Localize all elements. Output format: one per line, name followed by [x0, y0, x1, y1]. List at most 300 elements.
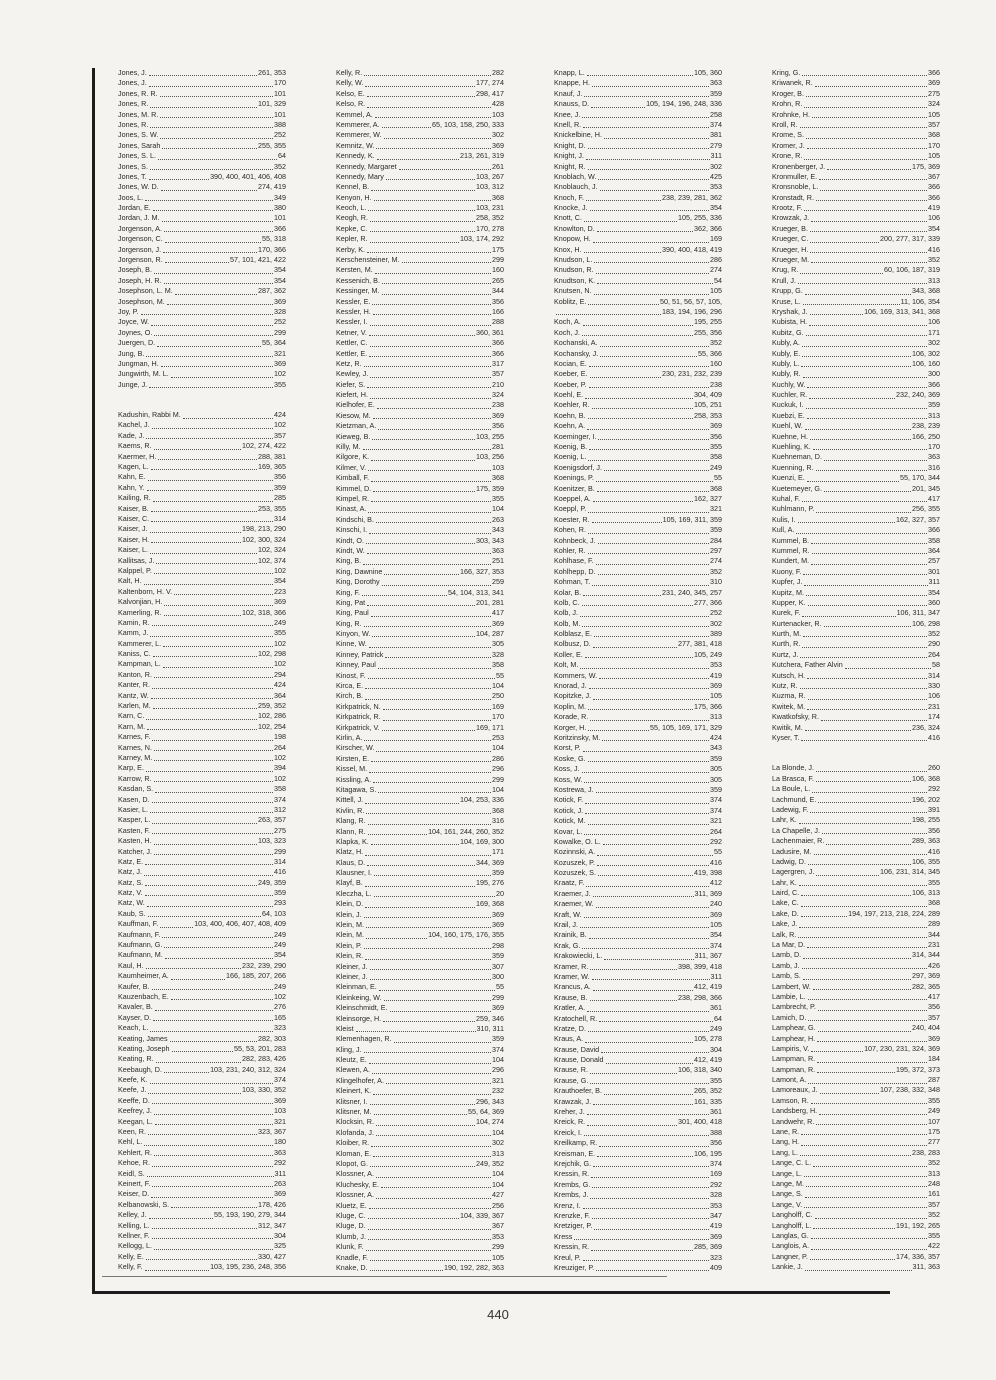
index-entry [772, 525, 940, 535]
entry-pages: 166, 327, 353 [460, 566, 504, 576]
entry-pages: 317 [492, 358, 504, 368]
leader-dots [808, 1083, 927, 1084]
entry-pages: 368 [928, 130, 940, 140]
entry-pages: 101, 329 [258, 99, 286, 109]
leader-dots [810, 231, 927, 232]
index-entry [772, 961, 940, 971]
leader-dots [593, 501, 693, 502]
entry-pages: 105, 278 [694, 1034, 722, 1044]
leader-dots [805, 730, 911, 731]
entry-pages: 103 [492, 109, 504, 119]
entry-pages: 201, 345 [912, 483, 940, 493]
entry-name: Kanter, R. [118, 680, 150, 690]
leader-dots [814, 854, 927, 855]
leader-dots [163, 667, 273, 668]
entry-pages: 330 [928, 681, 940, 691]
entry-pages: 106, 318, 340 [678, 1065, 722, 1075]
index-entry [336, 120, 504, 130]
entry-pages: 104, 253, 336 [460, 795, 504, 805]
index-entry [554, 1107, 722, 1117]
index-entry [554, 858, 722, 868]
entry-name: Ladwig, D. [772, 856, 806, 866]
entry-name: Josephson, L. M. [118, 286, 173, 296]
index-entry [118, 1127, 286, 1137]
entry-name: Kemnitz, W. [336, 140, 375, 150]
entry-pages: 364 [274, 690, 286, 700]
entry-pages: 101 [274, 109, 286, 119]
index-entry [772, 1179, 940, 1189]
leader-dots [367, 387, 491, 388]
index-entry [336, 1169, 504, 1179]
index-entry [554, 889, 722, 899]
entry-pages: 250 [492, 691, 504, 701]
entry-name: Kromer, J. [772, 140, 805, 150]
entry-name: Knadle, F. [336, 1252, 368, 1262]
index-entry [336, 130, 504, 140]
leader-dots [364, 366, 491, 367]
entry-pages: 162, 327, 357 [896, 514, 940, 524]
entry-pages: 106 [928, 317, 940, 327]
entry-name: King, Pat [336, 597, 366, 607]
leader-dots [593, 647, 677, 648]
entry-name: Kryshak, J. [772, 306, 808, 316]
index-entry [772, 836, 940, 846]
index-entry [554, 1086, 722, 1096]
index-entry [554, 899, 722, 909]
entry-name: Kotick, J. [554, 805, 584, 815]
index-entry [118, 982, 286, 992]
entry-name: Kasen, D. [118, 794, 150, 804]
index-entry [772, 421, 940, 431]
entry-pages: 427 [492, 1190, 504, 1200]
entry-name: Knudson, R. [554, 265, 594, 275]
index-entry [336, 993, 504, 1003]
index-entry [118, 410, 286, 420]
entry-pages: 195, 255 [694, 317, 722, 327]
entry-name: Kohlhase, F. [554, 556, 594, 566]
index-entry [118, 89, 286, 99]
index-entry [336, 193, 504, 203]
entry-pages: 359 [492, 951, 504, 961]
index-entry [118, 992, 286, 1002]
entry-name: Kagen, L. [118, 462, 149, 472]
entry-pages: 304, 409 [694, 390, 722, 400]
leader-dots [845, 668, 931, 669]
entry-pages: 416 [710, 857, 722, 867]
entry-pages: 11, 106, 354 [900, 296, 940, 306]
leader-dots [801, 916, 847, 917]
leader-dots [145, 885, 257, 886]
leader-dots [377, 159, 459, 160]
entry-name: Klitsner, M. [336, 1107, 372, 1117]
index-entry [336, 712, 504, 722]
index-entry [554, 1263, 722, 1273]
leader-dots [153, 656, 257, 657]
entry-name: Kitagawa, S. [336, 784, 377, 794]
entry-name: Lagergren, J. [772, 867, 815, 877]
entry-name: Kelly, F. [118, 1262, 143, 1272]
leader-dots [593, 990, 693, 991]
leader-dots [383, 1021, 475, 1022]
entry-pages: 313 [928, 410, 940, 420]
leader-dots [163, 252, 257, 253]
index-entry [772, 1023, 940, 1033]
entry-name: Kalvonjian, H. [118, 597, 163, 607]
leader-dots [820, 190, 927, 191]
index-entry [336, 380, 504, 390]
index-entry [554, 307, 722, 317]
entry-name: Katcher, J. [118, 846, 152, 856]
index-entry [118, 1075, 286, 1085]
entry-name: Langholff, L. [772, 1220, 812, 1230]
index-entry [118, 504, 286, 514]
leader-dots [373, 491, 475, 492]
entry-name: Karp, E. [118, 763, 144, 773]
index-entry [336, 847, 504, 857]
index-entry [554, 691, 722, 701]
leader-dots [156, 563, 257, 564]
entry-name: Kaumheimer, A. [118, 971, 169, 981]
entry-pages: 175, 359 [476, 483, 504, 493]
entry-name: Koller, E. [554, 649, 583, 659]
index-entry [554, 421, 722, 431]
entry-pages: 355 [928, 1095, 940, 1105]
entry-name: Jones, T. [118, 171, 147, 181]
index-entry [772, 1034, 940, 1044]
entry-name: Langlois, A. [772, 1241, 810, 1251]
entry-pages: 352 [928, 1158, 940, 1168]
index-entry [336, 276, 504, 286]
leader-dots [606, 1063, 693, 1064]
entry-name: Kohen, R. [554, 525, 586, 535]
leader-dots [141, 314, 273, 315]
entry-name: Kuckuk, I. [772, 400, 804, 410]
entry-name: Jones, J. [118, 68, 147, 77]
entry-name: Kade, J. [118, 430, 145, 440]
leader-dots [588, 730, 649, 731]
index-entry [336, 1107, 504, 1117]
leader-dots [596, 564, 709, 565]
entry-pages: 352 [928, 629, 940, 639]
entry-pages: 325 [274, 1241, 286, 1251]
entry-name: Klunk, F. [336, 1242, 364, 1252]
entry-name: Klann, R. [336, 826, 366, 836]
leader-dots [150, 812, 273, 813]
entry-pages: 358 [274, 784, 286, 794]
index-entry [554, 723, 722, 733]
index-entry [336, 754, 504, 764]
leader-dots [809, 398, 895, 399]
entry-name: Kinschi, I. [336, 525, 368, 535]
leader-dots [807, 481, 899, 482]
leader-dots [363, 449, 491, 450]
entry-name: Jorgenson, J. [118, 244, 162, 254]
entry-pages: 103, 231 [476, 203, 504, 213]
group-separator [118, 390, 286, 410]
leader-dots [152, 1186, 273, 1187]
entry-pages: 190, 192, 282, 363 [444, 1262, 504, 1272]
entry-name: Lamich, D. [772, 1012, 807, 1022]
entry-pages: 356 [710, 431, 722, 441]
entry-pages: 354 [274, 950, 286, 960]
entry-name: Kettler, E. [336, 348, 368, 358]
entry-name: Klossner, A. [336, 1190, 374, 1200]
index-entry [336, 941, 504, 951]
entry-name: Karnes, F. [118, 732, 151, 742]
leader-dots [805, 1270, 912, 1271]
leader-dots [803, 304, 900, 305]
entry-pages: 301 [928, 566, 940, 576]
entry-name: Kessenich, B. [336, 275, 380, 285]
entry-pages: 417 [928, 991, 940, 1001]
leader-dots [804, 159, 927, 160]
index-entry [118, 1189, 286, 1199]
index-entry [336, 141, 504, 151]
index-entry [554, 494, 722, 504]
entry-name: Koehl, E. [554, 390, 584, 400]
entry-pages: 55, 105, 169, 171, 329 [650, 722, 722, 732]
entry-name: Kirkpatrick, N. [336, 701, 381, 711]
leader-dots [151, 542, 241, 543]
entry-pages: 412, 419 [694, 1055, 722, 1065]
index-entry [554, 972, 722, 982]
index-entry [772, 888, 940, 898]
entry-name: Krancus, A. [554, 982, 591, 992]
leader-dots [156, 1062, 241, 1063]
index-entry [336, 588, 504, 598]
entry-name: Kleutz, E. [336, 1055, 367, 1065]
index-entry [118, 162, 286, 172]
entry-name: Kielhofer, E. [336, 400, 375, 410]
entry-name: Kamin, R. [118, 617, 150, 627]
entry-name: Kurth, M. [772, 629, 802, 639]
index-entry [772, 515, 940, 525]
index-entry [772, 442, 940, 452]
entry-pages: 184 [928, 1054, 940, 1064]
leader-dots [598, 179, 709, 180]
leader-dots [164, 231, 273, 232]
entry-name: Kaufmann, M. [118, 950, 163, 960]
page-number: 440 [487, 1307, 509, 1322]
leader-dots [370, 979, 491, 980]
leader-dots [802, 616, 895, 617]
entry-pages: 389 [710, 629, 722, 639]
index-entry [336, 525, 504, 535]
leader-dots [151, 698, 273, 699]
entry-name: Lang, L. [772, 1147, 798, 1157]
entry-name: Kauzenbach, E. [118, 991, 169, 1001]
leader-dots [382, 283, 491, 284]
leader-dots [802, 968, 927, 969]
index-entry [336, 702, 504, 712]
entry-pages: 263, 357 [258, 815, 286, 825]
entry-pages: 106 [928, 691, 940, 701]
entry-pages: 363 [928, 452, 940, 462]
entry-pages: 330, 427 [258, 1251, 286, 1261]
entry-name: Knudson, L. [554, 255, 593, 265]
leader-dots [806, 595, 927, 596]
index-entry [118, 940, 286, 950]
entry-pages: 160 [710, 358, 722, 368]
entry-pages: 194, 197, 213, 218, 224, 289 [848, 908, 940, 918]
entry-pages: 249 [928, 1106, 940, 1116]
entry-name: King, B. [336, 556, 362, 566]
index-entry [554, 795, 722, 805]
leader-dots [160, 117, 273, 118]
entry-name: Kiesow, M. [336, 410, 371, 420]
entry-pages: 104, 169, 300 [460, 836, 504, 846]
index-entry [554, 598, 722, 608]
entry-pages: 292 [710, 836, 722, 846]
index-entry [772, 598, 940, 608]
leader-dots [379, 990, 495, 991]
index-entry [772, 733, 940, 743]
entry-pages: 369 [274, 296, 286, 306]
entry-name: Kupitz, M. [772, 587, 804, 597]
entry-pages: 102, 300, 324 [242, 534, 286, 544]
entry-name: Krause, David [554, 1044, 600, 1054]
index-entry [554, 941, 722, 951]
leader-dots [603, 844, 709, 845]
entry-name: Kretziger, P. [554, 1221, 593, 1231]
leader-dots [817, 1072, 895, 1073]
leader-dots [587, 75, 693, 76]
entry-pages: 299 [492, 255, 504, 265]
entry-pages: 425 [710, 171, 722, 181]
leader-dots [812, 553, 927, 554]
index-entry [118, 919, 286, 929]
entry-pages: 343, 368 [912, 286, 940, 296]
entry-pages: 380 [274, 203, 286, 213]
entry-pages: 355 [710, 1075, 722, 1085]
index-entry [336, 619, 504, 629]
index-entry [336, 1232, 504, 1242]
index-entry [118, 1262, 286, 1272]
entry-pages: 299 [492, 774, 504, 784]
entry-name: Kummel, R. [772, 545, 810, 555]
entry-name: Karn, C. [118, 711, 145, 721]
leader-dots [590, 210, 709, 211]
index-entry [772, 224, 940, 234]
entry-name: Kutz, R. [772, 681, 798, 691]
leader-dots [594, 636, 709, 637]
entry-pages: 161 [928, 1189, 940, 1199]
index-entry [118, 297, 286, 307]
entry-pages: 297, 369 [912, 971, 940, 981]
entry-name: Krembs, J. [554, 1190, 589, 1200]
leader-dots [811, 1238, 927, 1239]
entry-pages: 261 [492, 161, 504, 171]
index-entry [336, 151, 504, 161]
entry-name: Kessler, E. [336, 296, 371, 306]
leader-dots [822, 833, 927, 834]
leader-dots [587, 1125, 677, 1126]
entry-pages: 230, 231, 232, 239 [662, 369, 722, 379]
entry-pages: 313 [928, 275, 940, 285]
leader-dots [154, 1155, 273, 1156]
leader-dots [811, 221, 927, 222]
index-entry [118, 628, 286, 638]
index-entry [554, 556, 722, 566]
index-entry [772, 909, 940, 919]
index-entry [336, 1086, 504, 1096]
index-entry [118, 286, 286, 296]
leader-dots [818, 802, 911, 803]
entry-name: Lamphear, G. [772, 1023, 816, 1033]
index-entry [336, 795, 504, 805]
index-entry [554, 504, 722, 514]
leader-dots [816, 200, 927, 201]
index-entry [118, 898, 286, 908]
index-entry [336, 1242, 504, 1252]
leader-dots [800, 657, 927, 658]
leader-dots [367, 553, 491, 554]
index-entry [118, 462, 286, 472]
index-entry [118, 659, 286, 669]
entry-pages: 103 [492, 462, 504, 472]
entry-name: Jones, W. D. [118, 182, 159, 192]
index-entry [772, 432, 940, 442]
entry-pages: 170 [274, 78, 286, 88]
index-entry [772, 857, 940, 867]
index-entry [772, 1189, 940, 1199]
leader-dots [817, 1062, 927, 1063]
index-entry [772, 99, 940, 109]
leader-dots [584, 221, 677, 222]
index-entry [554, 1045, 722, 1055]
entry-name: Kommers, W. [554, 670, 598, 680]
entry-pages: 369 [710, 1231, 722, 1241]
entry-name: Koeminger, I. [554, 431, 597, 441]
entry-name: Kubly, E. [772, 348, 801, 358]
entry-name: Kolbusz, D. [554, 639, 591, 649]
entry-name: Kraft, W. [554, 909, 582, 919]
entry-name: Krail, J. [554, 920, 578, 930]
entry-pages: 240, 404 [912, 1023, 940, 1033]
index-entry [336, 920, 504, 930]
entry-name: Kreuziger, P. [554, 1262, 595, 1272]
entry-name: Kuhlmann, P. [772, 504, 815, 514]
index-entry [554, 962, 722, 972]
index-entry [118, 670, 286, 680]
entry-pages: 198, 255 [912, 815, 940, 825]
index-entry [118, 545, 286, 555]
entry-name: Krause, Donald [554, 1055, 604, 1065]
index-entry [118, 182, 286, 192]
entry-name: Jones, R. [118, 99, 149, 109]
leader-dots [386, 179, 475, 180]
entry-name: Ladewig, F. [772, 804, 809, 814]
entry-name: Kasten, H. [118, 836, 152, 846]
entry-pages: 354 [710, 203, 722, 213]
entry-name: Krembs, G. [554, 1179, 591, 1189]
entry-name: Klaus, D. [336, 857, 366, 867]
index-entry [336, 78, 504, 88]
entry-name: Kinne, W. [336, 639, 367, 649]
leader-dots [384, 574, 459, 575]
entry-pages: 177, 274 [476, 78, 504, 88]
entry-name: Kovar, L. [554, 826, 583, 836]
leader-dots [369, 1063, 491, 1064]
index-entry [118, 1252, 286, 1262]
index-entry [554, 910, 722, 920]
entry-name: Krone, R. [772, 151, 803, 161]
leader-dots [604, 959, 693, 960]
leader-dots [373, 1094, 491, 1095]
leader-dots [810, 314, 864, 315]
index-entry [772, 78, 940, 88]
leader-dots [167, 304, 273, 305]
